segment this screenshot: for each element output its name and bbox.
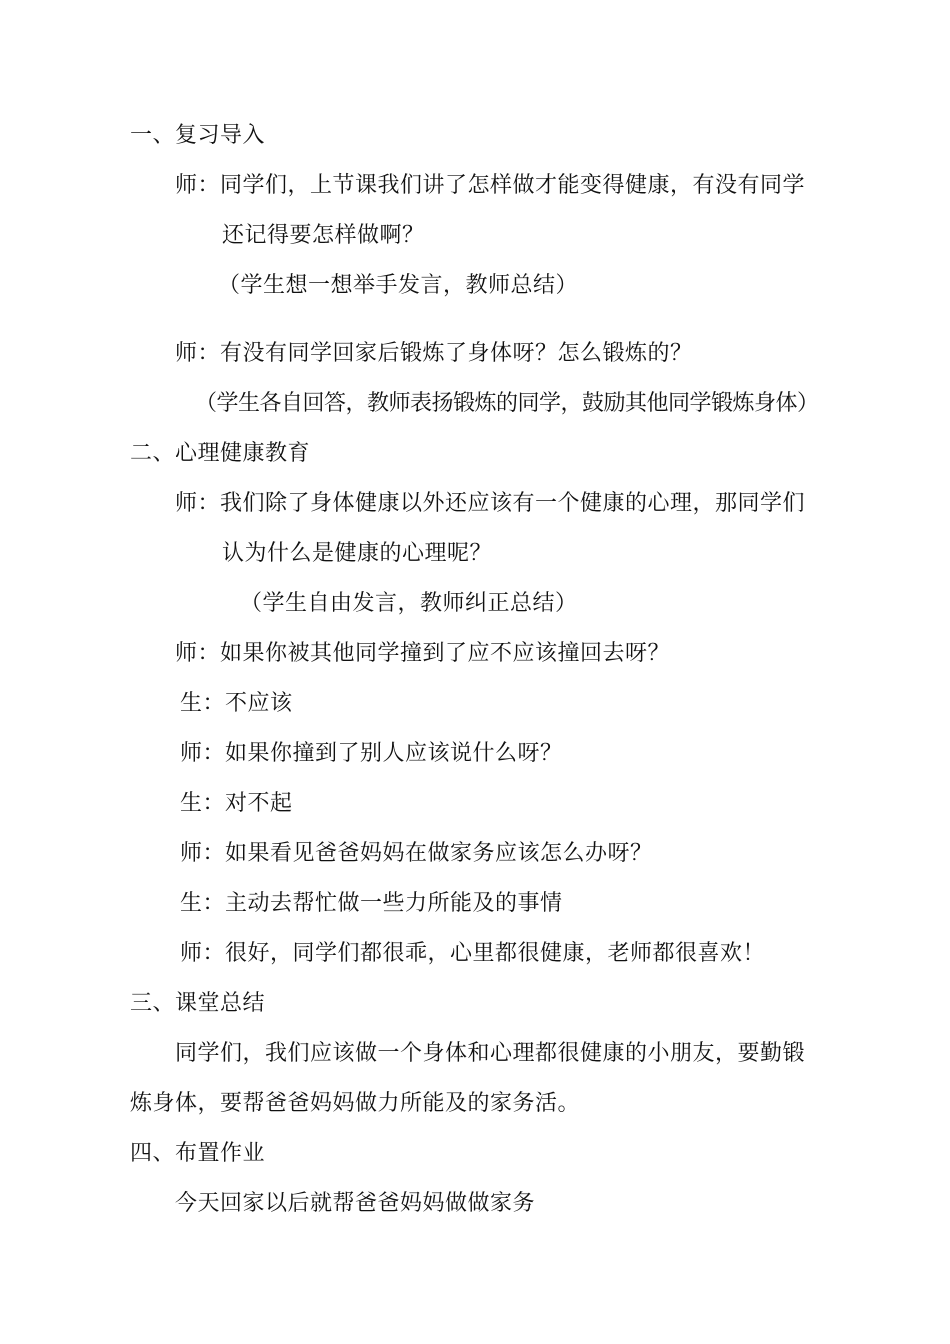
summary-paragraph-line: 同学们，我们应该做一个身体和心理都很健康的小朋友，要勤锻 (175, 1041, 806, 1066)
student-line: 生：主动去帮忙做一些力所能及的事情 (180, 891, 563, 916)
section-heading-summary: 三、课堂总结 (130, 991, 266, 1016)
teacher-line: 师：有没有同学回家后锻炼了身体呀？怎么锻炼的？ (175, 341, 693, 366)
teacher-line: 师：如果你被其他同学撞到了应不应该撞回去呀？ (175, 641, 671, 666)
teacher-line: 师：同学们，上节课我们讲了怎样做才能变得健康，有没有同学 (175, 173, 806, 198)
teacher-line: 师：我们除了身体健康以外还应该有一个健康的心理，那同学们 (175, 491, 806, 516)
student-line: 生：对不起 (180, 791, 293, 816)
stage-note: （学生各自回答，教师表扬锻炼的同学，鼓励其他同学锻炼身体） (195, 391, 819, 416)
section-heading-review: 一、复习导入 (130, 123, 266, 148)
teacher-line: 师：如果你撞到了别人应该说什么呀？ (180, 741, 563, 766)
teacher-line: 师：很好，同学们都很乖，心里都很健康，老师都很喜欢！ (180, 941, 766, 966)
teacher-line-continued: 认为什么是健康的心理呢？ (222, 541, 493, 566)
teacher-line: 师：如果看见爸爸妈妈在做家务应该怎么办呀？ (180, 841, 653, 866)
student-line: 生：不应该 (180, 691, 293, 716)
stage-note: （学生想一想举手发言，教师总结） (218, 273, 579, 298)
summary-paragraph-line: 炼身体，要帮爸爸妈妈做力所能及的家务活。 (130, 1091, 581, 1116)
teacher-line-continued: 还记得要怎样做啊？ (222, 223, 425, 248)
section-heading-mental-health: 二、心理健康教育 (130, 441, 311, 466)
section-heading-homework: 四、布置作业 (130, 1141, 266, 1166)
homework-paragraph: 今天回家以后就帮爸爸妈妈做做家务 (175, 1191, 536, 1216)
stage-note: （学生自由发言，教师纠正总结） (240, 591, 578, 616)
